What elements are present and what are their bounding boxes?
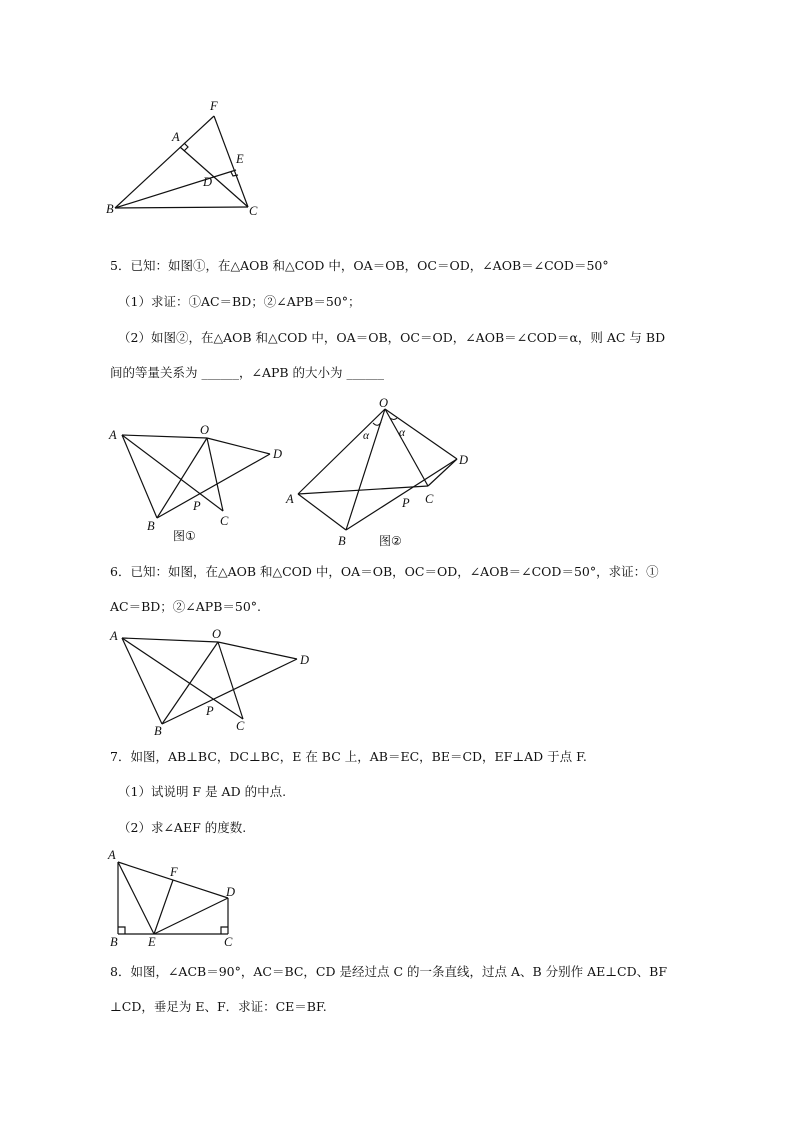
label-A: A	[286, 492, 294, 506]
label-C: C	[236, 719, 245, 733]
q5-part2-cont: 间的等量关系为 ______，∠APB 的大小为 ______	[110, 365, 385, 380]
label-C: C	[425, 492, 434, 506]
q6-stem: 6．已知：如图，在△AOB 和△COD 中，OA＝OB，OC＝OD，∠AOB＝∠COD＝50°，求证：①	[110, 564, 659, 579]
figure-q4	[100, 95, 280, 225]
label-D: D	[226, 885, 236, 899]
label-D: D	[273, 447, 283, 461]
label-B: B	[106, 202, 114, 216]
q8-stem: 8．如图，∠ACB＝90°，AC＝BC，CD 是经过点 C 的一条直线，过点 A、B 分别作 AE⊥CD、BF	[110, 964, 667, 979]
figure-q5-1	[100, 420, 300, 550]
label-D: D	[203, 175, 213, 189]
label-D: D	[459, 453, 469, 467]
label-O: O	[212, 627, 222, 641]
label-E: E	[236, 152, 244, 166]
q6-stem-cont: AC＝BD；②∠APB＝50°.	[110, 599, 262, 614]
label-C: C	[220, 514, 229, 528]
label-alpha-right: α	[399, 427, 406, 439]
label-A: A	[109, 428, 117, 442]
q5-part2: （2）如图②，在△AOB 和△COD 中，OA＝OB，OC＝OD，∠AOB＝∠COD＝α，则 AC 与 BD	[118, 330, 666, 345]
figure-caption: 图②	[379, 534, 402, 548]
label-A: A	[172, 130, 180, 144]
label-A: A	[110, 629, 118, 643]
figure-q5-2	[280, 390, 480, 555]
label-alpha-left: α	[363, 430, 370, 442]
label-O: O	[379, 396, 389, 410]
label-E: E	[148, 935, 156, 949]
figure-q6	[100, 620, 320, 740]
label-P: P	[402, 496, 410, 510]
label-B: B	[147, 519, 155, 533]
figure-q7	[100, 845, 260, 955]
label-P: P	[206, 704, 214, 718]
label-C: C	[224, 935, 233, 949]
label-B: B	[154, 724, 162, 738]
label-B: B	[338, 534, 346, 548]
label-A: A	[108, 848, 116, 862]
q5-stem: 5．已知：如图①，在△AOB 和△COD 中，OA＝OB，OC＝OD，∠AOB＝∠COD＝50°	[110, 258, 609, 273]
q7-stem: 7．如图，AB⊥BC，DC⊥BC，E 在 BC 上，AB＝EC，BE＝CD，EF⊥AD 于点 F.	[110, 749, 587, 764]
label-O: O	[200, 423, 210, 437]
figure-caption: 图①	[173, 529, 196, 543]
label-D: D	[300, 653, 310, 667]
q7-part1: （1）试说明 F 是 AD 的中点.	[118, 784, 287, 799]
q5-part1: （1）求证：①AC＝BD；②∠APB＝50°；	[118, 294, 361, 309]
q8-stem-cont: ⊥CD，垂足为 E、F．求证：CE＝BF.	[110, 999, 327, 1014]
label-C: C	[249, 204, 258, 218]
q7-part2: （2）求∠AEF 的度数.	[118, 820, 247, 835]
label-F: F	[210, 99, 218, 113]
label-P: P	[193, 499, 201, 513]
label-F: F	[170, 865, 178, 879]
label-B: B	[110, 935, 118, 949]
